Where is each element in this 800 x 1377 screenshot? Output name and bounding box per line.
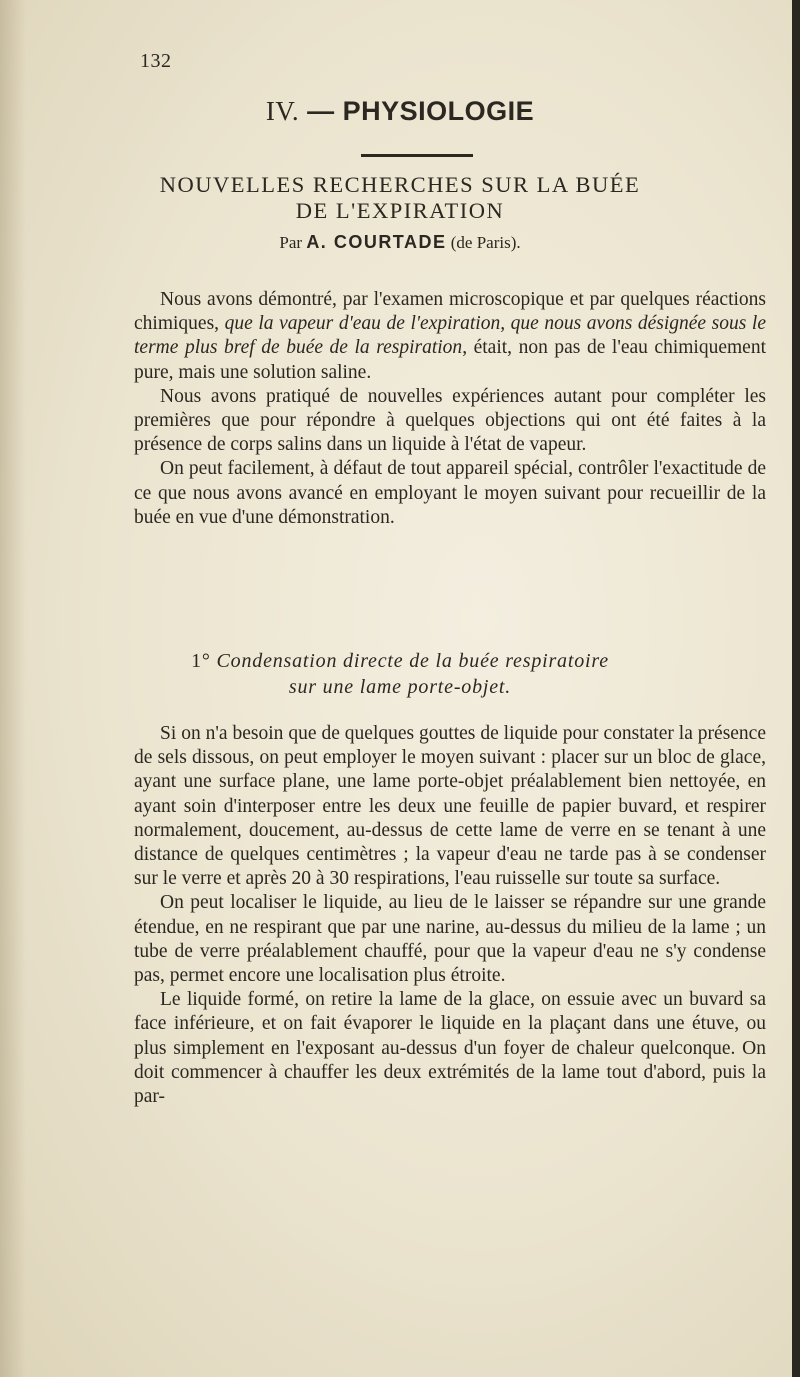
subsection-title: Condensation directe de la buée respiratoire — [216, 650, 609, 672]
intro-text — [134, 288, 766, 530]
main-text — [134, 722, 766, 1109]
subsection-heading-line-1 — [0, 648, 800, 674]
section-name: PHYSIOLOGIE — [342, 96, 535, 126]
subsection-heading — [0, 648, 800, 700]
paragraph: Nous avons pratiqué de nouvelles expériences autant pour compléter les premières que pour répondre à quelques objections qui ont été faites à la présence de corps salins dans un liquide à l'état de vapeur. — [134, 385, 766, 456]
paragraph: On peut localiser le liquide, au lieu de le laisser se répandre sur une grande étendue, en ne respirant que par une narine, au-dessus du milieu de la lame ; un tube de verre préalablement chauffé, pour que la vapeur d'eau ne s'y condense pas, permet encore une localisation plus étroite. — [134, 892, 766, 987]
section-dash: — — [307, 96, 335, 126]
page-number: 132 — [140, 50, 172, 72]
paragraph-text: Nous avons démontré, par l'examen microscopique et par quelques réactions chimiques, — [134, 289, 766, 335]
paragraph-text: , était, non pas de l'eau chimiquement pure, mais une solution saline. — [134, 337, 766, 383]
section-roman: IV. — [265, 96, 300, 126]
article-title-line-2: DE L'EXPIRATION — [295, 198, 505, 223]
paragraph: On peut facilement, à défaut de tout appareil spécial, contrôler l'exactitude de ce que nous avons avancé en employant le moyen suivant pour recueillir de la buée en vue d'une démonstration. — [134, 458, 766, 528]
paragraph — [134, 288, 766, 385]
subsection-heading-line-2: sur une lame porte-objet. — [288, 676, 512, 698]
byline — [0, 232, 800, 253]
author-name: A. COURTADE — [306, 232, 447, 252]
byline-prefix: Par — [279, 233, 303, 252]
paragraph: Si on n'a besoin que de quelques gouttes de liquide pour constater la présence de sels dissous, on peut employer le moyen suivant : placer sur un bloc de glace, ayant une surface plane, une lame porte-objet préalablement bien nettoyée, en ayant soin d'interposer entre les deux une feuille de papier buvard, et respirer normalement, doucement, au-dessus de cette lame de verre en se tenant à une distance de quelques centimètres ; la vapeur d'eau ne tarde pas à se condenser sur le verre et après 20 à 30 respirations, l'eau ruisselle sur toute sa surface. — [134, 723, 766, 890]
paragraph: Le liquide formé, on retire la lame de la glace, on essuie avec un buvard sa face inférieure, et on fait évaporer le liquide en la plaçant dans une étuve, ou plus simplement en l'exposant au-dessus d'un foyer de chaleur quelconque. On doit commencer à chauffer les deux extrémités de la lame tout d'abord, puis la par- — [134, 989, 766, 1108]
subsection-number: 1° — [191, 650, 211, 672]
byline-suffix: (de Paris). — [450, 233, 521, 252]
paragraph-italic-text: que la vapeur d'eau de l'expiration, que nous avons désignée sous le terme plus bref de buée de la respiration — [134, 313, 766, 359]
section-heading — [0, 96, 800, 127]
article-title-line-1: NOUVELLES RECHERCHES SUR LA BUÉE — [159, 172, 641, 197]
heading-rule — [361, 154, 473, 157]
